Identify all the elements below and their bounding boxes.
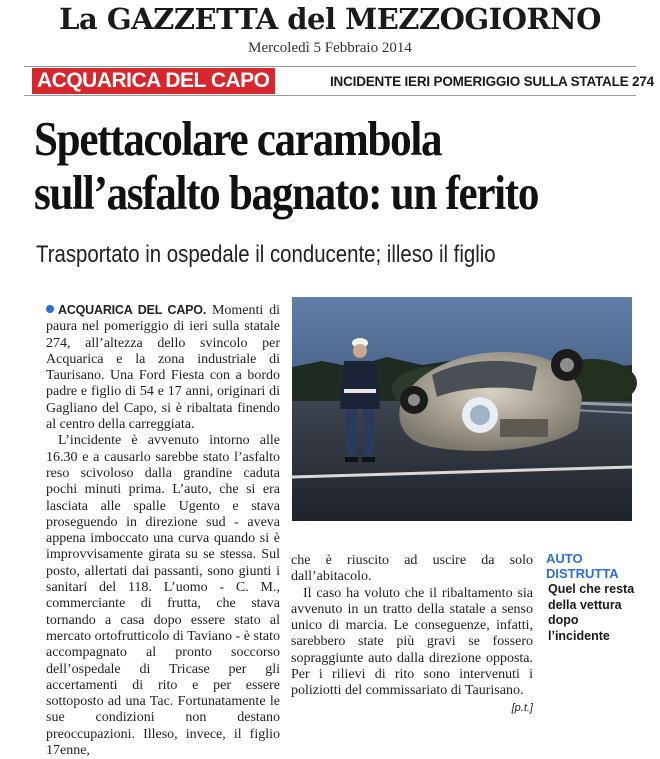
paragraph-text: Il caso ha voluto che il ribaltamento sia avvenuto in un tratto della statale a senso unico di marcia. Le conseguenze, infatti, sarebbero state più gravi se fossero sopraggiunte auto dalla direzione opposta. Per i rilievi di rito sono intervenuti i poliziotti del commissariato di Taurisano.: [291, 585, 533, 699]
paragraph-text: Momenti di paura nel pomeriggio di ieri sulla statale 274, all’altezza dello svincolo per Acquarica e la zona industriale di Taurisano. Una Ford Fiesta con a bordo padre e figlio di 54 e 17 anni, originari di Gagliano del Capo, si è ribaltata finendo al centro della carreggiata.: [46, 303, 280, 433]
article-paragraph: che è riuscito ad uscire da solo dall’abitacolo.: [291, 553, 533, 585]
headline-line-2: sull’asfalto bagnato: un ferito: [34, 165, 539, 220]
article-column-2: [291, 553, 533, 714]
article-headline: [34, 112, 571, 220]
article-paragraph: [46, 302, 280, 433]
author-credit: [p.t.]: [511, 701, 533, 714]
photo-caption-title: AUTO DISTRUTTA: [546, 551, 619, 581]
kicker-location: ACQUARICA DEL CAPO: [32, 68, 275, 94]
publication-date: Mercoledì 5 Febbraio 2014: [248, 40, 412, 56]
accident-photo: [292, 297, 632, 521]
article-paragraph: L’incidente è avvenuto intorno alle 16.30 e a causarlo sarebbe stato l’asfalto reso scivoloso dalla grandine caduta pochi minuti prima. L’auto, che si era lasciata alle spalle Ugento e stava proseguendo in direzione sud - aveva appena imboccato una curva quando si è improvvisamente girata su se stessa. Sul posto, allertati dai passanti, sono giunti i sanitari del 118. L’uomo - C. M., commerciante di frutta, che stava tornando a casa dopo essere stato al mercato ortofrutticolo di Taviano - è stato accompagnato al pronto soccorso dell’ospedale di Tricase per gli accertamenti di rito e per essere sottoposto ad una Tac. Fortunatamente le sue condizioni non destano preoccupazioni. Illeso, invece, il figlio 17enne,: [46, 433, 280, 759]
photo-caption-text: Quel che resta della vettura dopo l’incidente: [548, 582, 635, 643]
headline-line-1: Spettacolare carambola: [34, 111, 442, 166]
article-column-1: [46, 302, 280, 759]
bullet-dot-icon: [46, 305, 54, 313]
article-subhead: Trasportato in ospedale il conducente; illeso il figlio: [36, 241, 496, 268]
newspaper-masthead: La GAZZETTA del MEZZOGIORNO: [59, 2, 601, 36]
article-paragraph: [291, 585, 533, 714]
kicker-subtitle: INCIDENTE IERI POMERIGGIO SULLA STATALE 274: [330, 74, 654, 89]
article-dateline: ACQUARICA DEL CAPO.: [58, 303, 207, 317]
overturned-car-photo-icon: [292, 297, 632, 521]
